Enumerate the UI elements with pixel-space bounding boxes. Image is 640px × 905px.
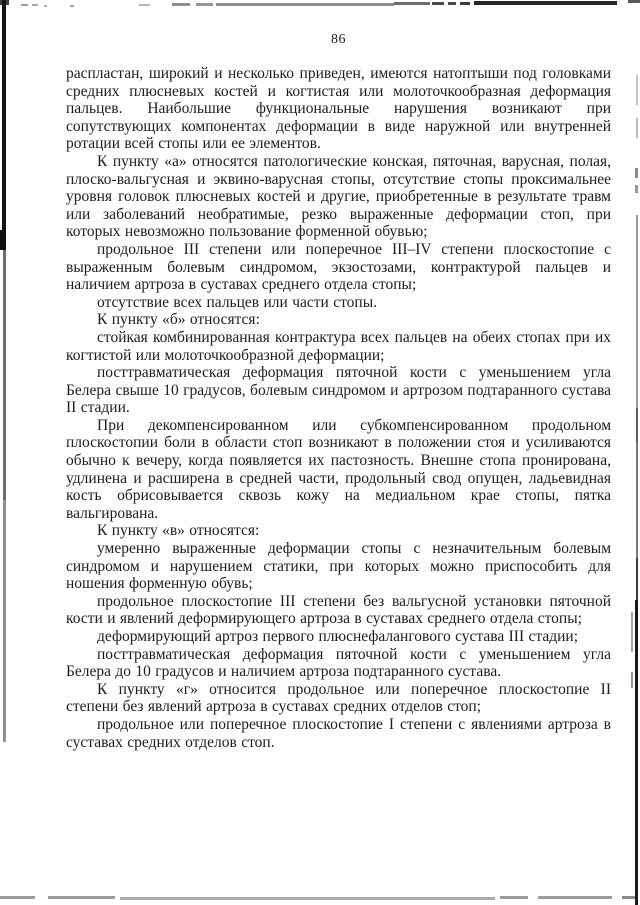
scan-artifact: [216, 3, 394, 6]
document-body: [66, 65, 611, 751]
paragraph: продольное III степени или поперечное III–IV степени плоскостопие с выраженным болевым синдромом, экзостозами, контрактурой пальцев и наличием артроза в суставах среднего отдела стопы;: [66, 240, 611, 294]
paragraph: посттравматическая деформация пяточной кости с уменьшением угла Белера свыше 10 градусов, болевым синдромом и артрозом подтаранного сустава II стадии.: [66, 364, 611, 417]
scan-artifact: [636, 118, 638, 138]
scan-artifact: [460, 2, 470, 5]
scan-artifact: [48, 896, 115, 899]
scan-artifact: [172, 3, 190, 6]
paragraph: продольное или поперечное плоскостопие I степени с явлениями артроза в суставах средних отделов стоп.: [66, 715, 611, 751]
scan-artifact: [631, 612, 633, 652]
scan-artifact: [635, 168, 638, 178]
scan-artifact: [196, 3, 213, 6]
paragraph: стойкая комбинированная контрактура всех пальцев на обеих стопах при их когтистой или молоточкообразной деформации;: [66, 328, 611, 364]
scan-artifact: [636, 408, 638, 442]
scan-artifact: [636, 215, 638, 408]
scan-artifact: [631, 672, 633, 688]
scan-artifact: [474, 1, 617, 5]
paragraph: деформирующий артроз первого плюснефалангового сустава III стадии;: [97, 628, 578, 645]
scan-artifact: [636, 442, 638, 558]
paragraph: посттравматическая деформация пяточной кости с уменьшением угла Белера до 10 градусов и наличием артроза подтаранного сустава.: [66, 645, 611, 681]
scan-artifact: [500, 896, 528, 899]
paragraph: При декомпенсированном или субкомпенсированном продольном плоскостопии боли в области стоп возникают в положении стоя и усиливаются обычно к вечеру, когда появляется их пастозность. Внешне стопа пронирована, удлинена и расширена в средней части, продольный свод опущен, ладьевидная кость обрисовывается сквозь кожу на медиальном крае стопы, пятка вальгирована.: [66, 416, 611, 522]
scan-artifact: [636, 558, 638, 602]
scan-artifact: [622, 896, 635, 899]
scan-artifact: [538, 896, 612, 899]
scan-artifact: [635, 600, 638, 905]
scan-artifact: [3, 250, 6, 500]
paragraph: К пункту «б» относятся:: [97, 311, 260, 329]
paragraph: К пункту «а» относятся патологические конская, пяточная, варусная, полая, плоско-вальгусная и эквино-варусная стопы, отсутствие стопы проксимальнее уровня головок плюсневых костей и другие, приобретенные в результате травм или заболеваний необратимые, резко выраженные деформации стоп, при которых невозможно пользование форменной обувью;: [66, 152, 611, 241]
paragraph: отсутствие всех пальцев или части стопы.: [97, 293, 377, 311]
scan-artifact: [636, 75, 638, 105]
scan-artifact: [0, 896, 35, 899]
scan-artifact: [44, 5, 47, 7]
scan-artifact: [3, 500, 6, 742]
scan-artifact: [139, 4, 150, 6]
paragraph: продольное плоскостопие III степени без вальгусной установки пяточной кости и явлений деформирующего артроза в суставах среднего отдела стопы;: [66, 592, 611, 628]
scan-artifact: [635, 185, 638, 193]
scan-artifact: [628, 0, 640, 3]
scan-artifact: [32, 4, 38, 6]
paragraph: распластан, широкий и несколько приведен, имеются натоптыши под головками средних плюсневых костей и когтистая или молоточкообразная деформация пальцев. Наибольшие функциональные нарушения возникают при сопутствующих компонентах деформации в виде наружной или внутренней ротации всей стопы или ее элементов.: [66, 65, 611, 153]
document-page: [66, 32, 611, 751]
scan-artifact: [432, 2, 444, 5]
scan-artifact: [70, 5, 74, 7]
scan-artifact: [2, 0, 6, 240]
scan-artifact: [120, 897, 495, 900]
page-number: 86: [331, 32, 346, 47]
scan-artifact: [21, 4, 28, 6]
scan-artifact: [394, 2, 430, 5]
paragraph: умеренно выраженные деформации стопы с незначительным болевым синдромом и нарушением статики, при которых можно приспособить для ношения форменную обувь;: [66, 540, 611, 593]
scan-artifact: [0, 230, 6, 250]
paragraph: К пункту «г» относится продольное или поперечное плоскостопие II степени без явлений артроза в суставах средних отделов стоп;: [66, 680, 611, 716]
scan-artifact: [448, 2, 456, 5]
paragraph: К пункту «в» относятся:: [97, 522, 260, 540]
